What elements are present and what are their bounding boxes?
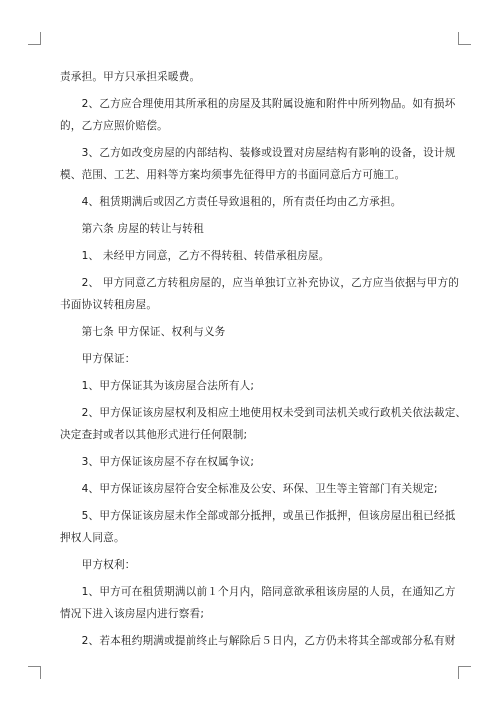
text-line: 3、甲方保证该房屋不存在权属争议; — [60, 456, 255, 468]
text-line: 甲方保证： — [60, 353, 136, 365]
text-line: 书面协议转租房屋。 — [60, 299, 158, 311]
text-line: 第七条 甲方保证、权利与义务 — [60, 326, 226, 338]
paragraph — [60, 375, 440, 397]
section-heading — [60, 321, 440, 343]
text-line: 情况下进入该房屋内进行察看; — [60, 608, 205, 620]
text-line: 1、甲方保证其为该房屋合法所有人; — [60, 380, 255, 392]
text-line: 2、甲方保证该房屋权利及相应土地使用权未受到司法机关或行政机关依法裁定、 — [60, 407, 467, 419]
paragraph — [60, 191, 440, 213]
crop-mark-top-right — [458, 32, 471, 45]
subheading — [60, 348, 440, 370]
section-heading — [60, 218, 440, 240]
paragraph — [60, 142, 456, 186]
text-line: 4、租赁期满后或因乙方责任导致退租的，所有责任均由乙方承担。 — [60, 196, 402, 208]
text-line: 2、乙方应合理使用其所承租的房屋及其附属设施和附件中所列物品。如有损坏 — [60, 98, 456, 110]
text-line: 甲方权利： — [60, 559, 136, 571]
paragraph — [60, 245, 440, 267]
crop-mark-bottom-right — [458, 666, 471, 679]
text-line: 4、甲方保证该房屋符合安全标准及公安、环保、卫生等主管部门有关规定; — [60, 483, 438, 495]
text-line: 2、若本租约期满或提前终止与解除后５日内，乙方仍未将其全部或部分私有财 — [60, 635, 456, 647]
crop-mark-top-left — [28, 32, 41, 45]
text-line: 1、 未经甲方同意，乙方不得转租、转借承租房屋。 — [60, 250, 330, 262]
paragraph — [60, 505, 456, 549]
paragraph — [60, 402, 467, 446]
text-line: 1、甲方可在租赁期满以前１个月内，陪同意欲承租该房屋的人员，在通知乙方 — [60, 586, 456, 598]
text-line: 5、甲方保证该房屋未作全部或部分抵押，或虽已作抵押，但该房屋出租已经抵 — [60, 510, 456, 522]
crop-mark-bottom-left — [28, 666, 41, 679]
paragraph — [60, 630, 456, 652]
text-line: 押权人同意。 — [60, 532, 125, 544]
paragraph — [60, 478, 440, 500]
text-line: 的，乙方应照价赔偿。 — [60, 120, 168, 132]
text-line: 责承担。甲方只承担采暖费。 — [60, 71, 201, 83]
paragraph — [60, 451, 440, 473]
text-line: 第六条 房屋的转让与转租 — [60, 223, 204, 235]
paragraph — [60, 66, 440, 88]
text-line: 模、范围、工艺、用料等方案均须事先征得甲方的书面同意后方可施工。 — [60, 169, 406, 181]
text-line: 决定查封或者以其他形式进行任何限制; — [60, 429, 248, 441]
subheading — [60, 554, 440, 576]
paragraph — [60, 93, 456, 137]
document-body — [60, 66, 467, 657]
paragraph — [60, 581, 456, 625]
text-line: 3、乙方如改变房屋的内部结构、装修或设置对房屋结构有影响的设备，设计规 — [60, 147, 456, 159]
text-line: 2、 甲方同意乙方转租房屋的，应当单独订立补充协议，乙方应当依据与甲方的 — [60, 277, 460, 289]
paragraph — [60, 272, 460, 316]
